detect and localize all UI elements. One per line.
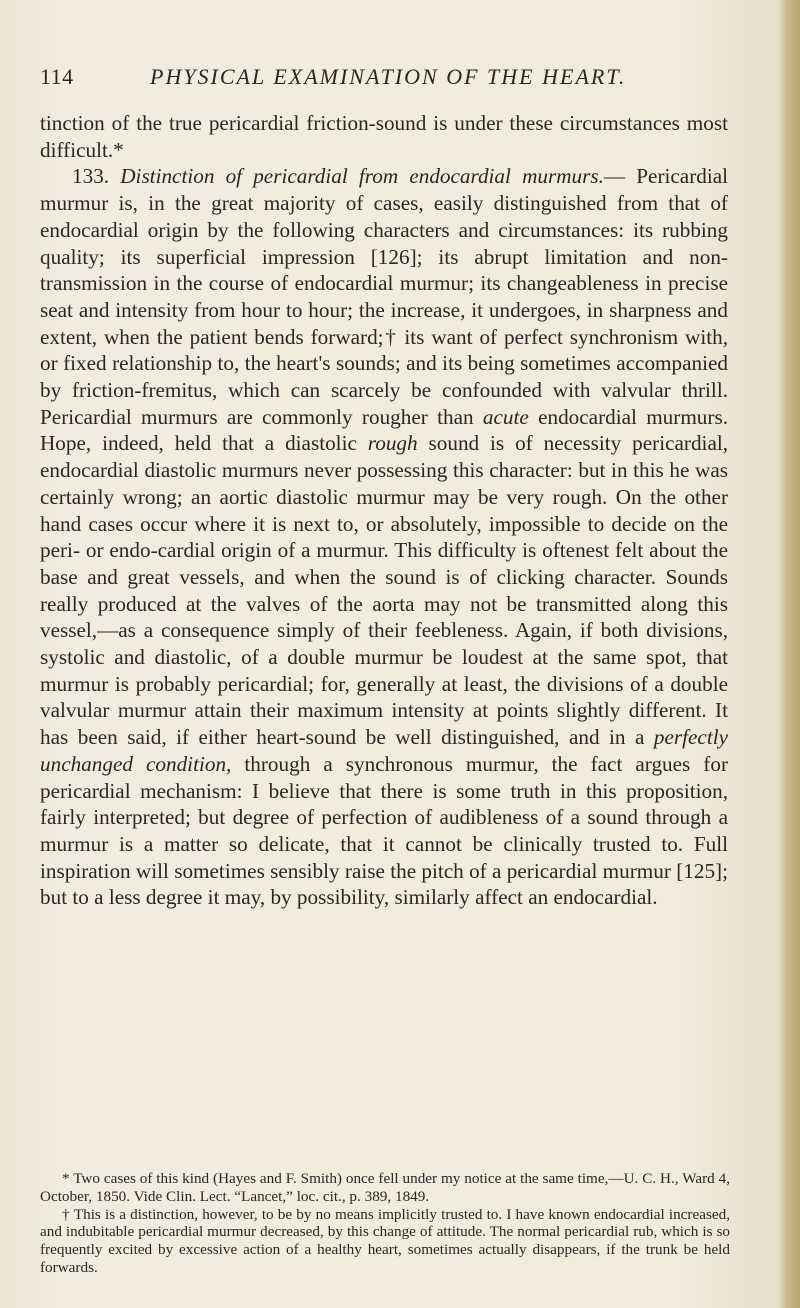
paragraph-text: sound is of necessity pericardial, endocardial diastolic murmurs never possessing this character: but in this he was certainly wrong; an aortic diastolic murmur may be very rough. On the other hand cases occur where it is next to, or absolutely, impossible to decide on the peri- or endo-cardial origin of a murmur. This difficulty is oftenest felt about the base and great vessels, and when the sound is of clicking character. Sounds really produced at the valves of the aorta may not be transmitted along this vessel,—as a consequence simply of their feebleness. Again, if both divisions, systolic and diastolic, of a double murmur be loudest at the same spot, that murmur is probably pericardial; for, generally at least, the divisions of a double valvular murmur attain their maximum intensity at points slightly different. It has been said, if either heart-sound be well distinguished, and in a xyxy=(40,431,729,750)
emphasis-perfectly-unchanged: perfectly unchanged condition, xyxy=(40,725,728,776)
body-text xyxy=(40,110,728,911)
page-header xyxy=(40,60,720,96)
footnote-star: * Two cases of this kind (Hayes and F. Smith) once fell under my notice at the same time,—U. C. H., Ward 4, October, 1850. Vide Clin. Lect. “Lancet,” loc. cit., p. 389, 1849. xyxy=(40,1170,730,1205)
paragraph-text: through a synchronous murmur, the fact argues for pericardial mechanism: I believe that there is some truth in this proposition, fairly interpreted; but degree of perfection of audibleness of a sound through a murmur is a matter so delicate, that it cannot be clinically trusted to. Full inspiration will sometimes sensibly raise the pitch of a pericardial murmur [125]; but to a less degree it may, by possibility, similarly affect an endocardial. xyxy=(40,751,729,910)
footnote-dagger: † This is a distinction, however, to be by no means implicitly trusted to. I have known endocardial increased, and indubitable pericardial murmur decreased, by this change of attitude. The normal pericardial rub, which is so frequently excited by excessive action of a healthy heart, sometimes actually disappears, if the trunk be held forwards. xyxy=(40,1205,730,1276)
continuation-paragraph: tinction of the true pericardial friction-sound is under these circumstances most difficult.* xyxy=(40,111,728,162)
section-title: Distinction of pericardial from endocardial murmurs. xyxy=(120,164,604,189)
section-number: 133. xyxy=(72,164,110,189)
page-edge xyxy=(778,0,800,1308)
footnotes xyxy=(40,1170,730,1277)
paragraph-text: endocardial murmurs. Hope, indeed, held that a diastolic xyxy=(40,404,728,456)
paragraph-text: Pericardial murmur is, in the great majority of cases, easily distinguished from that of endocardial origin by the following characters and circumstances: its rubbing quality; its superficial impression [126]; its abrupt limitation and non-transmission in the course of endocardial murmur; its changeableness in precise seat and intensity from hour to hour; the increase, it undergoes, in sharpness and extent, when the patient bends forward;† its want of perfect synchronism with, or fixed relationship to, the heart's sounds; and its being sometimes accompanied by friction-fremitus, which can scarcely be confounded with valvular thrill. Pericardial murmurs are commonly rougher than xyxy=(40,164,729,429)
section-paragraph xyxy=(40,163,728,911)
running-head: PHYSICAL EXAMINATION OF THE HEART. xyxy=(150,64,627,89)
emphasis-acute: acute xyxy=(482,404,529,429)
page-number: 114 xyxy=(40,64,74,89)
emphasis-rough: rough xyxy=(367,431,418,456)
section-dash: — xyxy=(603,164,626,189)
